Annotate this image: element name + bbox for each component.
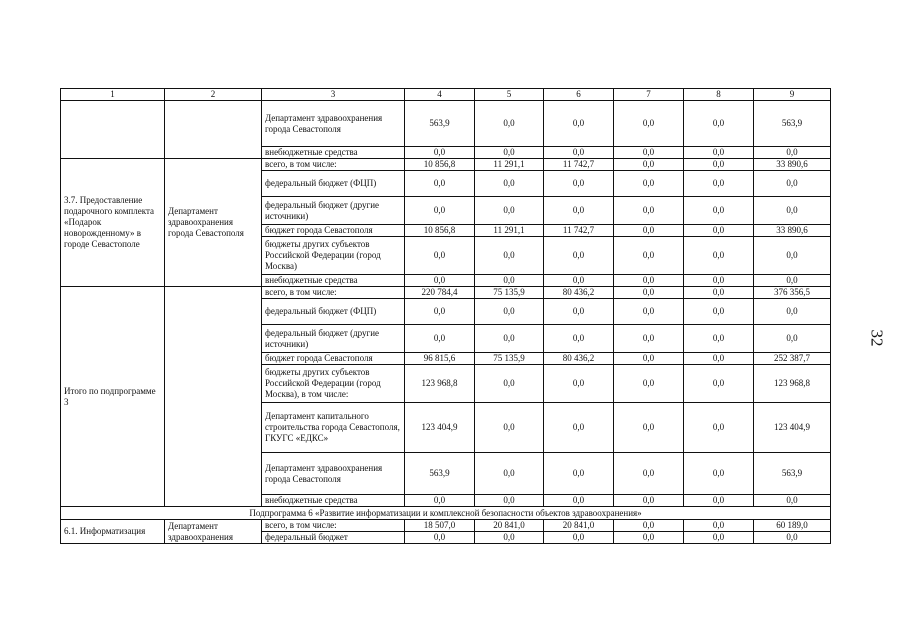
value-cell: 0,0: [544, 275, 614, 287]
value-cell: 18 507,0: [405, 520, 475, 532]
value-cell: 0,0: [405, 275, 475, 287]
value-cell: 0,0: [405, 299, 475, 325]
table-row: [61, 101, 831, 147]
value-cell: 563,9: [405, 101, 475, 147]
value-cell: 0,0: [544, 403, 614, 453]
row-label: внебюджетные средства: [262, 147, 405, 159]
value-cell: 0,0: [614, 325, 684, 353]
value-cell: 0,0: [544, 237, 614, 275]
row-label: федеральный бюджет (другие источники): [262, 325, 405, 353]
value-cell: 0,0: [684, 353, 754, 365]
row-label: бюджет города Севастополя: [262, 353, 405, 365]
row-label: всего, в том числе:: [262, 520, 405, 532]
value-cell: 0,0: [405, 197, 475, 225]
row-label: Департамент капитального строительства города Севастополя, ГКУГС «ЕДКС»: [262, 403, 405, 453]
row-label: бюджет города Севастополя: [262, 225, 405, 237]
header-cell: 6: [544, 89, 614, 101]
value-cell: 0,0: [614, 299, 684, 325]
value-cell: 0,0: [684, 225, 754, 237]
value-cell: 0,0: [475, 532, 544, 544]
row-label: федеральный бюджет (ФЦП): [262, 299, 405, 325]
value-cell: 0,0: [684, 365, 754, 403]
value-cell: 10 856,8: [405, 159, 475, 171]
value-cell: 0,0: [614, 532, 684, 544]
value-cell: 0,0: [614, 275, 684, 287]
value-cell: 0,0: [684, 299, 754, 325]
budget-table: [60, 88, 831, 544]
value-cell: 123 404,9: [754, 403, 831, 453]
value-cell: 80 436,2: [544, 287, 614, 299]
value-cell: 0,0: [405, 495, 475, 507]
header-cell: 2: [165, 89, 262, 101]
value-cell: 0,0: [684, 275, 754, 287]
table-row: [61, 520, 831, 532]
value-cell: 0,0: [405, 147, 475, 159]
subprogram-row: [61, 507, 831, 520]
row-label: бюджеты других субъектов Российской Федерации (город Москва), в том числе:: [262, 365, 405, 403]
value-cell: 0,0: [614, 495, 684, 507]
value-cell: 0,0: [475, 101, 544, 147]
value-cell: 0,0: [684, 159, 754, 171]
value-cell: 0,0: [544, 101, 614, 147]
value-cell: 0,0: [475, 275, 544, 287]
value-cell: 0,0: [405, 171, 475, 197]
value-cell: 11 742,7: [544, 225, 614, 237]
row-label: всего, в том числе:: [262, 287, 405, 299]
value-cell: 0,0: [614, 403, 684, 453]
value-cell: 0,0: [614, 225, 684, 237]
value-cell: 0,0: [614, 453, 684, 495]
subprogram-title: Подпрограмма 6 «Развитие информатизации и комплексной безопасности объектов здравоохранения»: [61, 507, 831, 520]
value-cell: 0,0: [754, 275, 831, 287]
value-cell: 33 890,6: [754, 225, 831, 237]
value-cell: 0,0: [614, 101, 684, 147]
header-cell: 5: [475, 89, 544, 101]
empty-cell: [165, 287, 262, 507]
value-cell: 0,0: [684, 532, 754, 544]
row-label: федеральный бюджет: [262, 532, 405, 544]
value-cell: 0,0: [684, 403, 754, 453]
value-cell: 0,0: [614, 365, 684, 403]
value-cell: 60 189,0: [754, 520, 831, 532]
value-cell: 0,0: [754, 325, 831, 353]
value-cell: 0,0: [614, 287, 684, 299]
value-cell: 10 856,8: [405, 225, 475, 237]
header-cell: 1: [61, 89, 165, 101]
value-cell: 0,0: [475, 495, 544, 507]
value-cell: 0,0: [614, 159, 684, 171]
value-cell: 0,0: [754, 299, 831, 325]
empty-cell: [165, 101, 262, 159]
row-label: всего, в том числе:: [262, 159, 405, 171]
value-cell: 20 841,0: [544, 520, 614, 532]
value-cell: 0,0: [475, 365, 544, 403]
value-cell: 0,0: [614, 353, 684, 365]
value-cell: 0,0: [754, 532, 831, 544]
row-label: внебюджетные средства: [262, 275, 405, 287]
item-name: 3.7. Предоставление подарочного комплекта «Подарок новорожденному» в городе Севастополе: [61, 159, 165, 287]
value-cell: 563,9: [754, 101, 831, 147]
value-cell: 0,0: [544, 147, 614, 159]
value-cell: 123 968,8: [754, 365, 831, 403]
empty-cell: [61, 101, 165, 159]
value-cell: 563,9: [405, 453, 475, 495]
value-cell: 0,0: [544, 197, 614, 225]
value-cell: 0,0: [475, 299, 544, 325]
value-cell: 0,0: [684, 147, 754, 159]
value-cell: 0,0: [754, 171, 831, 197]
value-cell: 11 291,1: [475, 225, 544, 237]
value-cell: 75 135,9: [475, 353, 544, 365]
value-cell: 96 815,6: [405, 353, 475, 365]
row-label: внебюджетные средства: [262, 495, 405, 507]
value-cell: 0,0: [684, 287, 754, 299]
value-cell: 0,0: [544, 299, 614, 325]
value-cell: 0,0: [684, 520, 754, 532]
table-row: [61, 159, 831, 171]
value-cell: 0,0: [544, 532, 614, 544]
value-cell: 0,0: [754, 495, 831, 507]
value-cell: 123 404,9: [405, 403, 475, 453]
value-cell: 0,0: [754, 237, 831, 275]
value-cell: 376 356,5: [754, 287, 831, 299]
value-cell: 0,0: [684, 453, 754, 495]
item-name: 6.1. Информатизация: [61, 520, 165, 544]
value-cell: 0,0: [544, 365, 614, 403]
value-cell: 0,0: [614, 197, 684, 225]
row-label: федеральный бюджет (другие источники): [262, 197, 405, 225]
page-number: 32: [867, 329, 887, 347]
value-cell: 123 968,8: [405, 365, 475, 403]
value-cell: 220 784,4: [405, 287, 475, 299]
row-label: федеральный бюджет (ФЦП): [262, 171, 405, 197]
header-cell: 7: [614, 89, 684, 101]
responsible-org: Департамент здравоохранения: [165, 520, 262, 544]
value-cell: 0,0: [544, 171, 614, 197]
value-cell: 252 387,7: [754, 353, 831, 365]
row-label: бюджеты других субъектов Российской Федерации (город Москва): [262, 237, 405, 275]
value-cell: 563,9: [754, 453, 831, 495]
total-label: Итого по подпрограмме 3: [61, 287, 165, 507]
value-cell: 0,0: [684, 237, 754, 275]
header-cell: 9: [754, 89, 831, 101]
value-cell: 0,0: [405, 325, 475, 353]
value-cell: 0,0: [475, 453, 544, 495]
value-cell: 0,0: [754, 147, 831, 159]
value-cell: 0,0: [544, 453, 614, 495]
value-cell: 0,0: [614, 171, 684, 197]
header-row: [61, 89, 831, 101]
header-cell: 8: [684, 89, 754, 101]
value-cell: 11 291,1: [475, 159, 544, 171]
value-cell: 0,0: [544, 325, 614, 353]
responsible-org: Департамент здравоохранения города Севастополя: [165, 159, 262, 287]
row-label: Департамент здравоохранения города Севастополя: [262, 101, 405, 147]
value-cell: 0,0: [684, 197, 754, 225]
value-cell: 0,0: [475, 147, 544, 159]
table-row: [61, 287, 831, 299]
value-cell: 80 436,2: [544, 353, 614, 365]
value-cell: 0,0: [684, 495, 754, 507]
value-cell: 0,0: [475, 171, 544, 197]
value-cell: 0,0: [544, 495, 614, 507]
value-cell: 0,0: [405, 532, 475, 544]
value-cell: 20 841,0: [475, 520, 544, 532]
value-cell: 0,0: [475, 237, 544, 275]
value-cell: 0,0: [614, 237, 684, 275]
value-cell: 11 742,7: [544, 159, 614, 171]
value-cell: 0,0: [405, 237, 475, 275]
value-cell: 33 890,6: [754, 159, 831, 171]
row-label: Департамент здравоохранения города Севастополя: [262, 453, 405, 495]
value-cell: 0,0: [614, 520, 684, 532]
header-cell: 4: [405, 89, 475, 101]
value-cell: 0,0: [475, 325, 544, 353]
value-cell: 0,0: [475, 197, 544, 225]
value-cell: 0,0: [754, 197, 831, 225]
value-cell: 0,0: [684, 325, 754, 353]
value-cell: 0,0: [684, 171, 754, 197]
value-cell: 0,0: [614, 147, 684, 159]
header-cell: 3: [262, 89, 405, 101]
value-cell: 75 135,9: [475, 287, 544, 299]
value-cell: 0,0: [475, 403, 544, 453]
value-cell: 0,0: [684, 101, 754, 147]
